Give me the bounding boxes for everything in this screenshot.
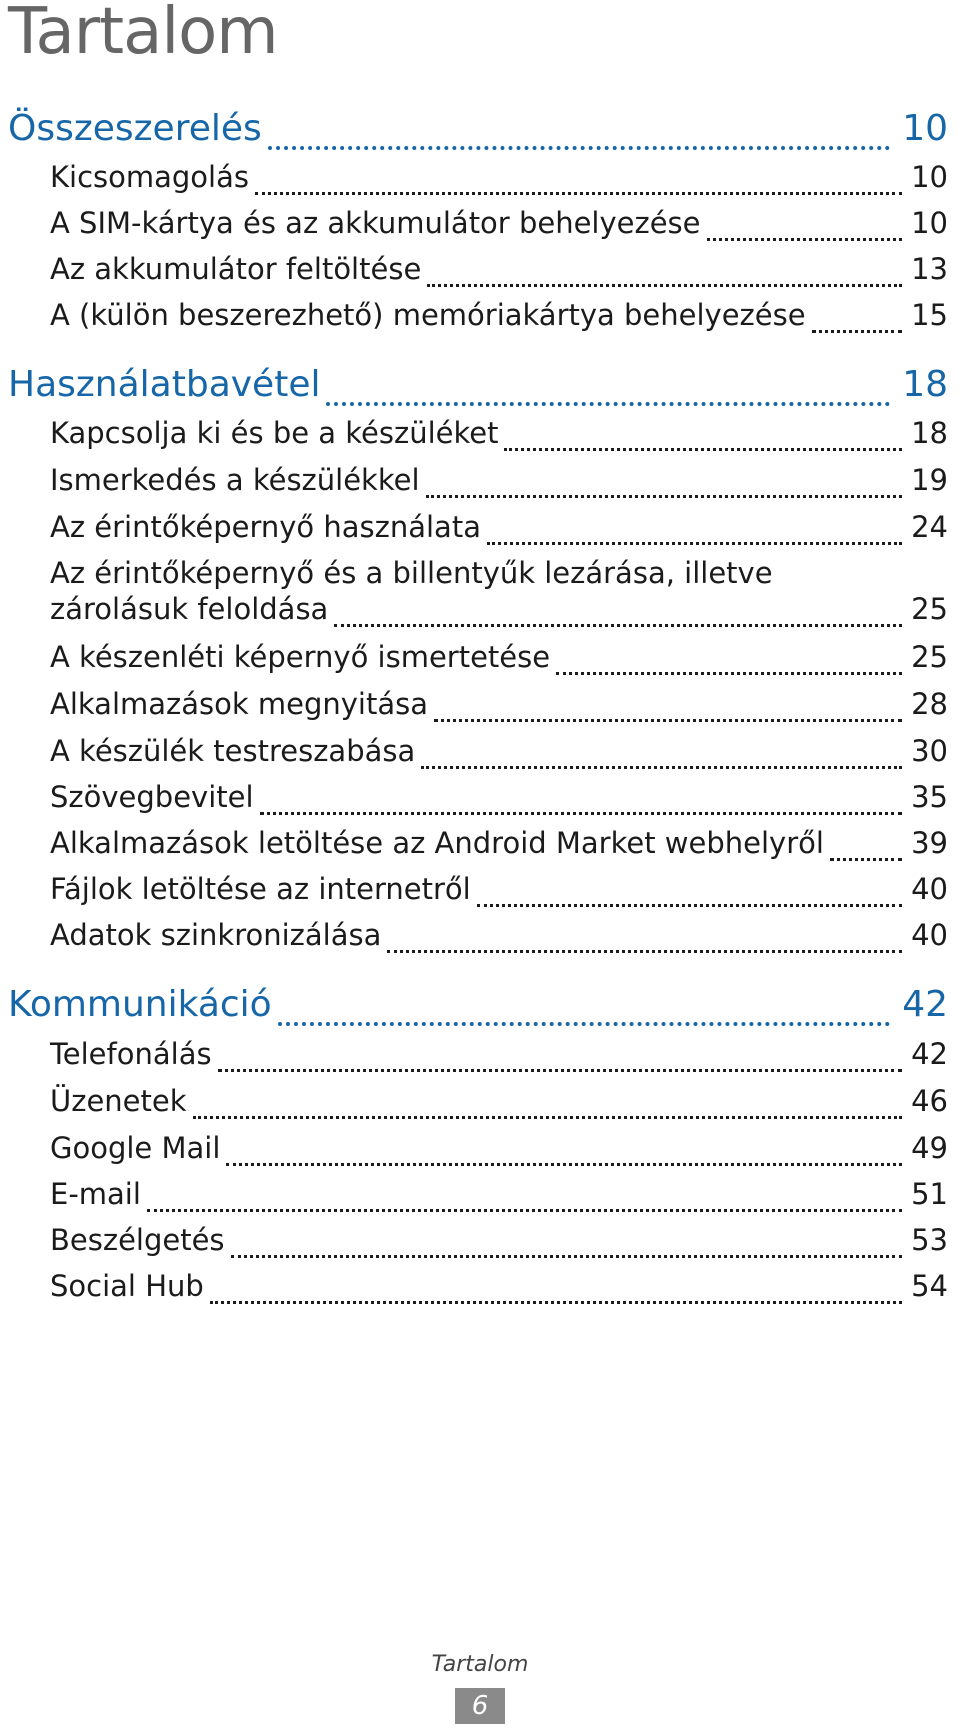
dot-leader: [326, 398, 890, 410]
toc-entry-label: Social Hub: [50, 1269, 204, 1303]
toc-entry[interactable]: [50, 510, 948, 550]
dot-leader: [268, 142, 890, 154]
toc-entry-label: Alkalmazások megnyitása: [50, 687, 429, 721]
dot-leader: [147, 1205, 902, 1217]
toc-entry[interactable]: [50, 640, 948, 680]
toc-entry-page: 40: [911, 918, 948, 952]
toc-entry-label: zárolásuk feloldása: [50, 592, 329, 626]
toc-entry-page: 18: [911, 416, 948, 450]
toc-entry-page: 24: [911, 510, 948, 544]
toc-entry-page: 10: [911, 206, 948, 240]
toc-entry-page: 40: [911, 872, 948, 906]
toc-entry[interactable]: [50, 826, 948, 866]
dot-leader: [231, 1251, 902, 1263]
dot-leader: [218, 1065, 902, 1077]
dot-leader: [556, 668, 902, 680]
toc-entry-label: A készülék testreszabása: [50, 734, 416, 768]
toc-entry-page: 25: [911, 640, 948, 674]
page-title: Tartalom: [8, 0, 278, 69]
dot-leader: [334, 620, 902, 632]
dot-leader: [504, 444, 902, 456]
toc-entry-label: Az akkumulátor feltöltése: [50, 252, 422, 286]
dot-leader: [830, 854, 902, 866]
dot-leader: [434, 715, 902, 727]
toc-entry[interactable]: [50, 1037, 948, 1077]
toc-section-title: Használatbavétel: [8, 364, 321, 405]
dot-leader: [477, 900, 902, 912]
toc-section-page: 10: [902, 108, 948, 149]
dot-leader: [427, 280, 902, 292]
toc-entry-page: 46: [911, 1084, 948, 1118]
toc-entry-label: Telefonálás: [50, 1037, 212, 1071]
toc-section-page: 42: [902, 984, 948, 1025]
footer-section-label: Tartalom: [431, 1652, 529, 1677]
toc-section-kommunikacio[interactable]: [8, 984, 948, 1030]
toc-entry-label: Fájlok letöltése az internetről: [50, 872, 471, 906]
toc-entry[interactable]: [50, 687, 948, 727]
dot-leader: [707, 234, 903, 246]
toc-section-hasznalatbavetel[interactable]: [8, 364, 948, 410]
toc-section-title: Kommunikáció: [8, 984, 272, 1025]
dot-leader: [278, 1018, 890, 1030]
toc-entry-label: A készenléti képernyő ismertetése: [50, 640, 551, 674]
toc-entry[interactable]: [50, 734, 948, 774]
toc-entry[interactable]: [50, 1269, 948, 1309]
toc-entry[interactable]: [50, 160, 948, 200]
toc-entry-label: Szövegbevitel: [50, 780, 254, 814]
toc-entry[interactable]: [50, 206, 948, 246]
toc-section-osszeszereles[interactable]: [8, 108, 948, 154]
toc-entry-label-first-line[interactable]: Az érintőképernyő és a billentyűk lezárása, illetve: [50, 556, 773, 590]
dot-leader: [387, 946, 902, 958]
dot-leader: [426, 491, 902, 503]
toc-entry-page: 19: [911, 463, 948, 497]
dot-leader: [260, 808, 902, 820]
toc-entry-page: 25: [911, 592, 948, 626]
toc-entry-label: Ismerkedés a készülékkel: [50, 463, 420, 497]
toc-entry[interactable]: [50, 780, 948, 820]
toc-entry-label: Adatok szinkronizálása: [50, 918, 382, 952]
toc-entry[interactable]: [50, 1223, 948, 1263]
toc-entry-page: 42: [911, 1037, 948, 1071]
toc-entry-label: Alkalmazások letöltése az Android Market webhelyről: [50, 826, 824, 860]
toc-entry[interactable]: [50, 918, 948, 958]
toc-entry-page: 53: [911, 1223, 948, 1257]
toc-entry-page: 51: [911, 1177, 948, 1211]
toc-entry-page: 15: [911, 298, 948, 332]
toc-entry-page: 49: [911, 1131, 948, 1165]
dot-leader: [487, 538, 902, 550]
dot-leader: [812, 326, 902, 338]
toc-entry-page: 10: [911, 160, 948, 194]
toc-entry-label: Kicsomagolás: [50, 160, 249, 194]
toc-entry[interactable]: [50, 416, 948, 456]
dot-leader: [421, 762, 902, 774]
dot-leader: [255, 188, 902, 200]
toc-entry[interactable]: [50, 1177, 948, 1217]
toc-section-page: 18: [902, 364, 948, 405]
toc-entry-page: 54: [911, 1269, 948, 1303]
toc-entry[interactable]: [50, 872, 948, 912]
footer-page-number: 6: [455, 1688, 505, 1724]
toc-entry-label: A SIM-kártya és az akkumulátor behelyezése: [50, 206, 701, 240]
toc-entry-page: 28: [911, 687, 948, 721]
toc-entry-page: 13: [911, 252, 948, 286]
toc-entry-label: Google Mail: [50, 1131, 221, 1165]
toc-entry-label: Beszélgetés: [50, 1223, 225, 1257]
toc-entry-page: 30: [911, 734, 948, 768]
toc-entry-page: 39: [911, 826, 948, 860]
toc-entry[interactable]: [50, 1131, 948, 1171]
toc-entry[interactable]: [50, 463, 948, 503]
toc-entry[interactable]: [50, 298, 948, 338]
toc-entry-label: E-mail: [50, 1177, 141, 1211]
toc-entry[interactable]: [50, 252, 948, 292]
toc-entry-label: Az érintőképernyő használata: [50, 510, 481, 544]
toc-entry[interactable]: [50, 592, 948, 632]
toc-entry-page: 35: [911, 780, 948, 814]
toc-entry[interactable]: [50, 1084, 948, 1124]
toc-entry-label: A (külön beszerezhető) memóriakártya behelyezése: [50, 298, 806, 332]
dot-leader: [193, 1112, 902, 1124]
toc-entry-label: Üzenetek: [50, 1084, 187, 1118]
toc-entry-label: Kapcsolja ki és be a készüléket: [50, 416, 499, 450]
dot-leader: [210, 1297, 902, 1309]
dot-leader: [226, 1159, 902, 1171]
toc-section-title: Összeszerelés: [8, 108, 262, 149]
